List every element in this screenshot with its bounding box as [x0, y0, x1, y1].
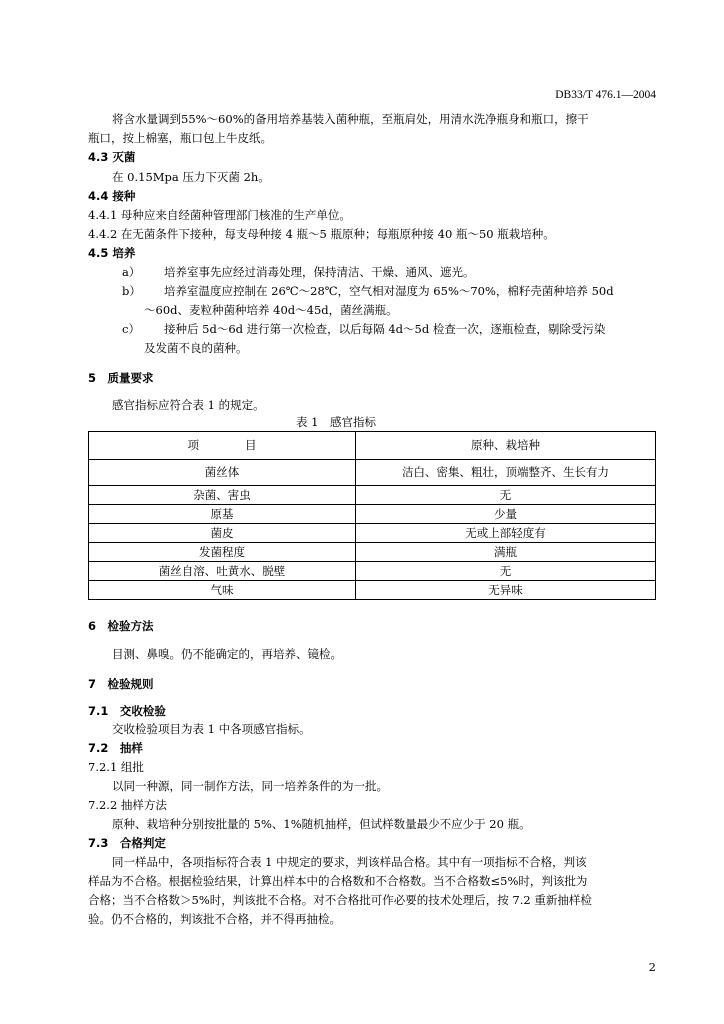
section-7-3-line-1: 同一样品中，各项指标符合表 1 中规定的要求，判该样品合格。其中有一项指标不合格，判该: [112, 855, 587, 869]
list-text-b-2: ～60d、麦粒种菌种培养 40d～45d，菌丝满瓶。: [144, 303, 398, 317]
table-cell-value: 少量: [356, 505, 656, 524]
table-row: [89, 460, 656, 486]
section-7-3-title: 7.3 合格判定: [88, 836, 166, 850]
sensory-index-table: [88, 431, 656, 600]
page-number: 2: [648, 960, 656, 974]
table-row: [89, 486, 656, 505]
section-4-3-title: 4.3 灭菌: [88, 150, 136, 164]
table-cell-item: 菌丝自溶、吐黄水、脱壁: [89, 562, 356, 581]
list-mark-a: a）: [122, 265, 141, 279]
section-7-title: 7 检验规则: [88, 677, 154, 691]
list-text-c-1: 接种后 5d～6d 进行第一次检查，以后每隔 4d～5d 检查一次，逐瓶检查，剔除受污染: [164, 322, 606, 336]
section-7-2-title: 7.2 抽样: [88, 741, 143, 755]
table-cell-value: 无或上部轻度有: [356, 524, 656, 543]
section-7-3-line-4: 验。仍不合格的，判该批不合格，并不得再抽检。: [88, 912, 341, 926]
table-row: [89, 524, 656, 543]
list-mark-c: c）: [122, 322, 140, 336]
table-cell-value: 无异味: [356, 581, 656, 600]
section-4-4-title: 4.4 接种: [88, 189, 136, 203]
section-7-2-1-title: 7.2.1 组批: [88, 760, 144, 774]
table-cell-value: 无: [356, 486, 656, 505]
table-caption: 表 1 感官指标: [296, 415, 376, 429]
section-4-4-1: 4.4.1 母种应来自经菌种管理部门核准的生产单位。: [88, 208, 351, 222]
section-5-text: 感官指标应符合表 1 的规定。: [112, 398, 265, 412]
table-header-row: [89, 432, 656, 460]
intro-line-2: 瓶口，按上棉塞，瓶口包上牛皮纸。: [88, 131, 272, 145]
table-cell-item: 菌丝体: [89, 460, 356, 486]
standard-number: DB33/T 476.1—2004: [555, 89, 656, 101]
table-cell-item: 杂菌、害虫: [89, 486, 356, 505]
table-row: [89, 505, 656, 524]
list-mark-b: b）: [122, 284, 141, 298]
section-7-2-2-title: 7.2.2 抽样方法: [88, 798, 167, 812]
table-cell-item: 气味: [89, 581, 356, 600]
section-7-1-title: 7.1 交收检验: [88, 704, 166, 718]
table-header-spawn: 原种、栽培种: [356, 432, 656, 460]
table-header-item: 项 目: [89, 432, 356, 460]
table-row: [89, 562, 656, 581]
table-cell-item: 发菌程度: [89, 543, 356, 562]
table-cell-value: 无: [356, 562, 656, 581]
section-4-5-title: 4.5 培养: [88, 246, 136, 260]
section-6-text: 目测、鼻嗅。仍不能确定的，再培养、镜检。: [112, 647, 342, 661]
section-7-1-text: 交收检验项目为表 1 中各项感官指标。: [112, 722, 311, 736]
section-7-3-line-2: 样品为不合格。根据检验结果，计算出样本中的合格数和不合格数。当不合格数≤5%时，判该批为: [88, 874, 588, 888]
table-cell-value: 满瓶: [356, 543, 656, 562]
section-7-2-2-text: 原种、栽培种分别按批量的 5%、1%随机抽样，但试样数量最少不应少于 20 瓶。: [112, 817, 531, 831]
section-5-title: 5 质量要求: [88, 371, 154, 385]
list-text-a: 培养室事先应经过消毒处理，保持清洁、干燥、通风、遮光。: [164, 265, 475, 279]
intro-line-1: 将含水量调到55%～60%的备用培养基装入菌种瓶，至瓶肩处，用清水洗净瓶身和瓶口，擦干: [112, 112, 589, 126]
table-cell-item: 菌皮: [89, 524, 356, 543]
list-text-b-1: 培养室温度应控制在 26℃～28℃，空气相对湿度为 65%～70%，棉籽壳菌种培养 50d: [164, 284, 614, 298]
section-4-4-2: 4.4.2 在无菌条件下接种，每支母种接 4 瓶～5 瓶原种；每瓶原种接 40 瓶～50 瓶栽培种。: [88, 227, 555, 241]
table-cell-item: 原基: [89, 505, 356, 524]
section-6-title: 6 检验方法: [88, 619, 154, 633]
table-cell-value: 洁白、密集、粗壮，顶端整齐、生长有力: [356, 460, 656, 486]
section-4-3-text: 在 0.15Mpa 压力下灭菌 2h。: [112, 170, 270, 184]
table-row: [89, 543, 656, 562]
list-text-c-2: 及发菌不良的菌种。: [144, 341, 248, 355]
table-row: [89, 581, 656, 600]
section-7-2-1-text: 以同一种源，同一制作方法，同一培养条件的为一批。: [112, 779, 388, 793]
section-7-3-line-3: 合格；当不合格数＞5%时，判该批不合格。对不合格批可作必要的技术处理后，按 7.2 重新抽样检: [88, 893, 592, 907]
